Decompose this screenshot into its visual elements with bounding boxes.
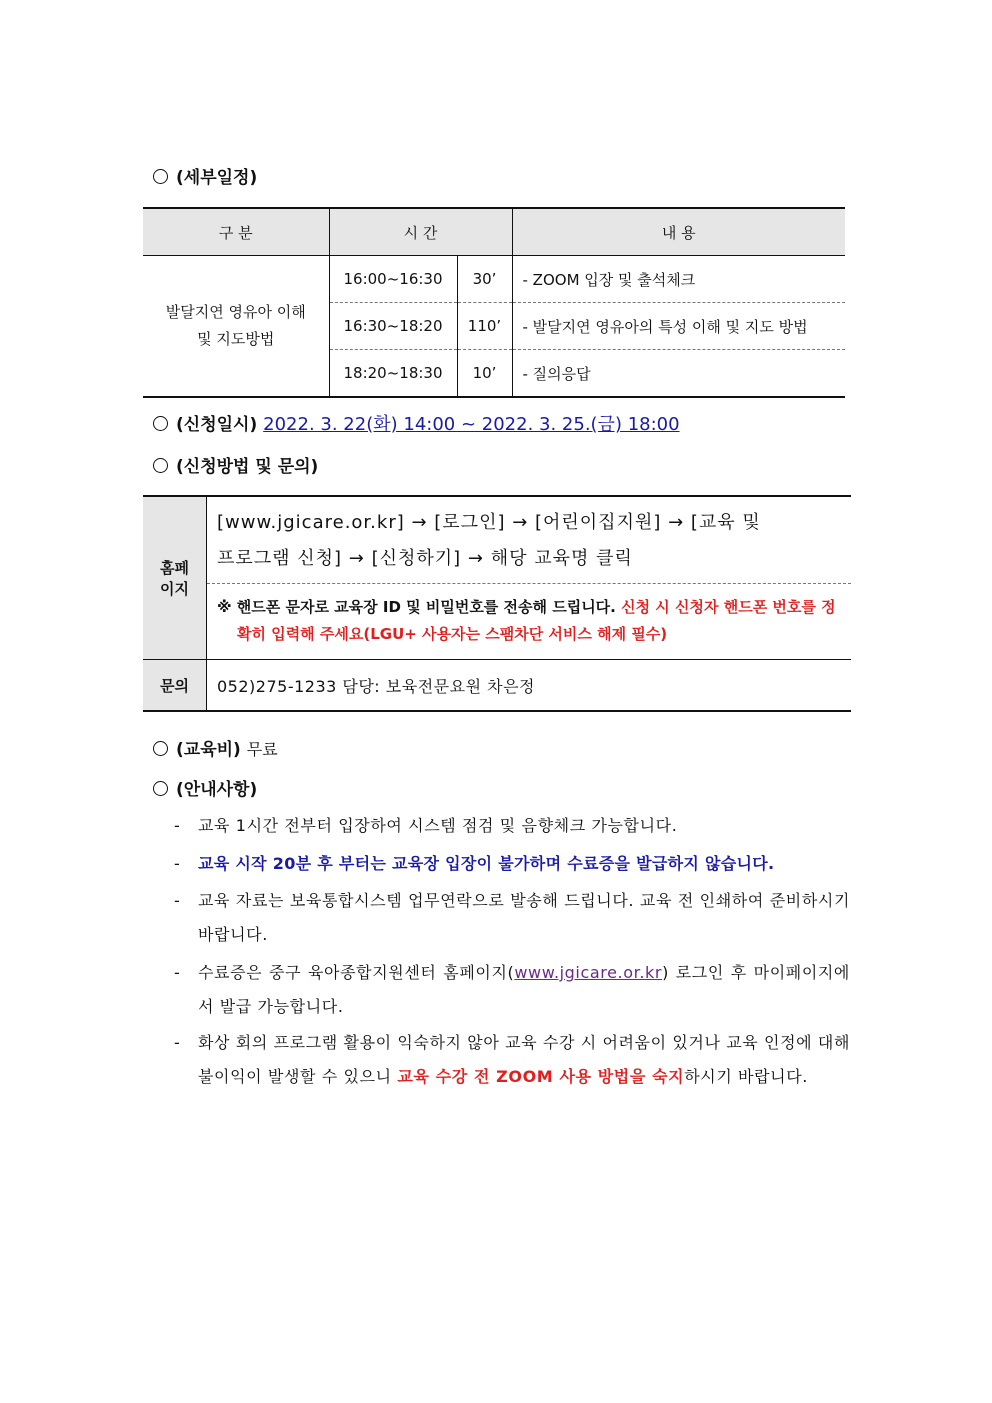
circle-bullet-icon [153, 458, 168, 473]
notice-item: - 화상 회의 프로그램 활용이 익숙하지 않아 교육 수강 시 어려움이 있거나 교육 인정에 대해 불이익이 발생할 수 있으니 교육 수강 전 ZOOM 사용 방법을 숙지하시기 바랍니다. [174, 1033, 850, 1086]
contact-row [143, 660, 851, 712]
circle-bullet-icon [153, 416, 168, 431]
time-cell: 18:20~18:30 [329, 350, 457, 398]
contact-value: 052)275-1233 담당: 보육전문요원 차은정 [217, 676, 535, 696]
category-cell: 발달지연 영유아 이해 및 지도방법 [165, 303, 306, 348]
period-value: 2022. 3. 22(화) 14:00 ~ 2022. 3. 25.(금) 18:00 [263, 414, 680, 435]
header-category: 구 분 [143, 208, 329, 256]
contact-label: 문의 [143, 660, 207, 712]
notice-item: - 수료증은 중구 육아종합지원센터 홈페이지(www.jgicare.or.kr) 로그인 후 마이페이지에서 발급 가능합니다. [174, 963, 850, 1016]
apply-table [143, 495, 851, 712]
notice-heading: (안내사항) [153, 775, 257, 800]
schedule-heading: (세부일정) [153, 163, 257, 188]
duration-cell: 10’ [457, 350, 512, 398]
circle-bullet-icon [153, 169, 168, 184]
notice-item: - 교육 시작 20분 후 부터는 교육장 입장이 불가하며 수료증을 발급하지 않습니다. [174, 854, 775, 873]
apply-steps-row [143, 496, 851, 584]
notice-item: - 교육 1시간 전부터 입장하여 시스템 점검 및 음향체크 가능합니다. [174, 816, 678, 835]
time-cell: 16:30~18:20 [329, 303, 457, 350]
content-cell: - 발달지연 영유아의 특성 이해 및 지도 방법 [512, 303, 845, 350]
content-cell: - 질의응답 [512, 350, 845, 398]
notice-item: - 교육 자료는 보육통합시스템 업무연락으로 발송해 드립니다. 교육 전 인쇄하여 준비하시기 바랍니다. [174, 891, 850, 944]
duration-cell: 110’ [457, 303, 512, 350]
circle-bullet-icon [153, 781, 168, 796]
homepage-label: 홈페 이지 [143, 496, 207, 660]
circle-bullet-icon [153, 741, 168, 756]
apply-steps: [www.jgicare.or.kr] → [로그인] → [어린이집지원] → [교육 및 프로그램 신청] → [신청하기] → 해당 교육명 클릭 [207, 496, 852, 584]
header-content: 내 용 [512, 208, 845, 256]
time-cell: 16:00~16:30 [329, 256, 457, 303]
fee-heading: (교육비) 무료 [153, 735, 278, 760]
table-row [143, 256, 845, 303]
period-heading: (신청일시) 2022. 3. 22(화) 14:00 ~ 2022. 3. 25.(금) 18:00 [153, 410, 680, 436]
schedule-header-row [143, 208, 845, 256]
method-heading: (신청방법 및 문의) [153, 452, 318, 477]
schedule-table [143, 207, 845, 398]
header-time: 시 간 [329, 208, 512, 256]
fee-value: 무료 [246, 740, 278, 759]
homepage-link[interactable]: www.jgicare.or.kr [514, 963, 663, 982]
apply-note-row [143, 584, 851, 660]
content-cell: - ZOOM 입장 및 출석체크 [512, 256, 845, 303]
apply-note: ※ 핸드폰 문자로 교육장 ID 및 비밀번호를 전송해 드립니다. 신청 시 신청자 핸드폰 번호를 정확히 입력해 주세요(LGU+ 사용자는 스팸차단 서비스 해제 필수) [207, 584, 852, 660]
duration-cell: 30’ [457, 256, 512, 303]
